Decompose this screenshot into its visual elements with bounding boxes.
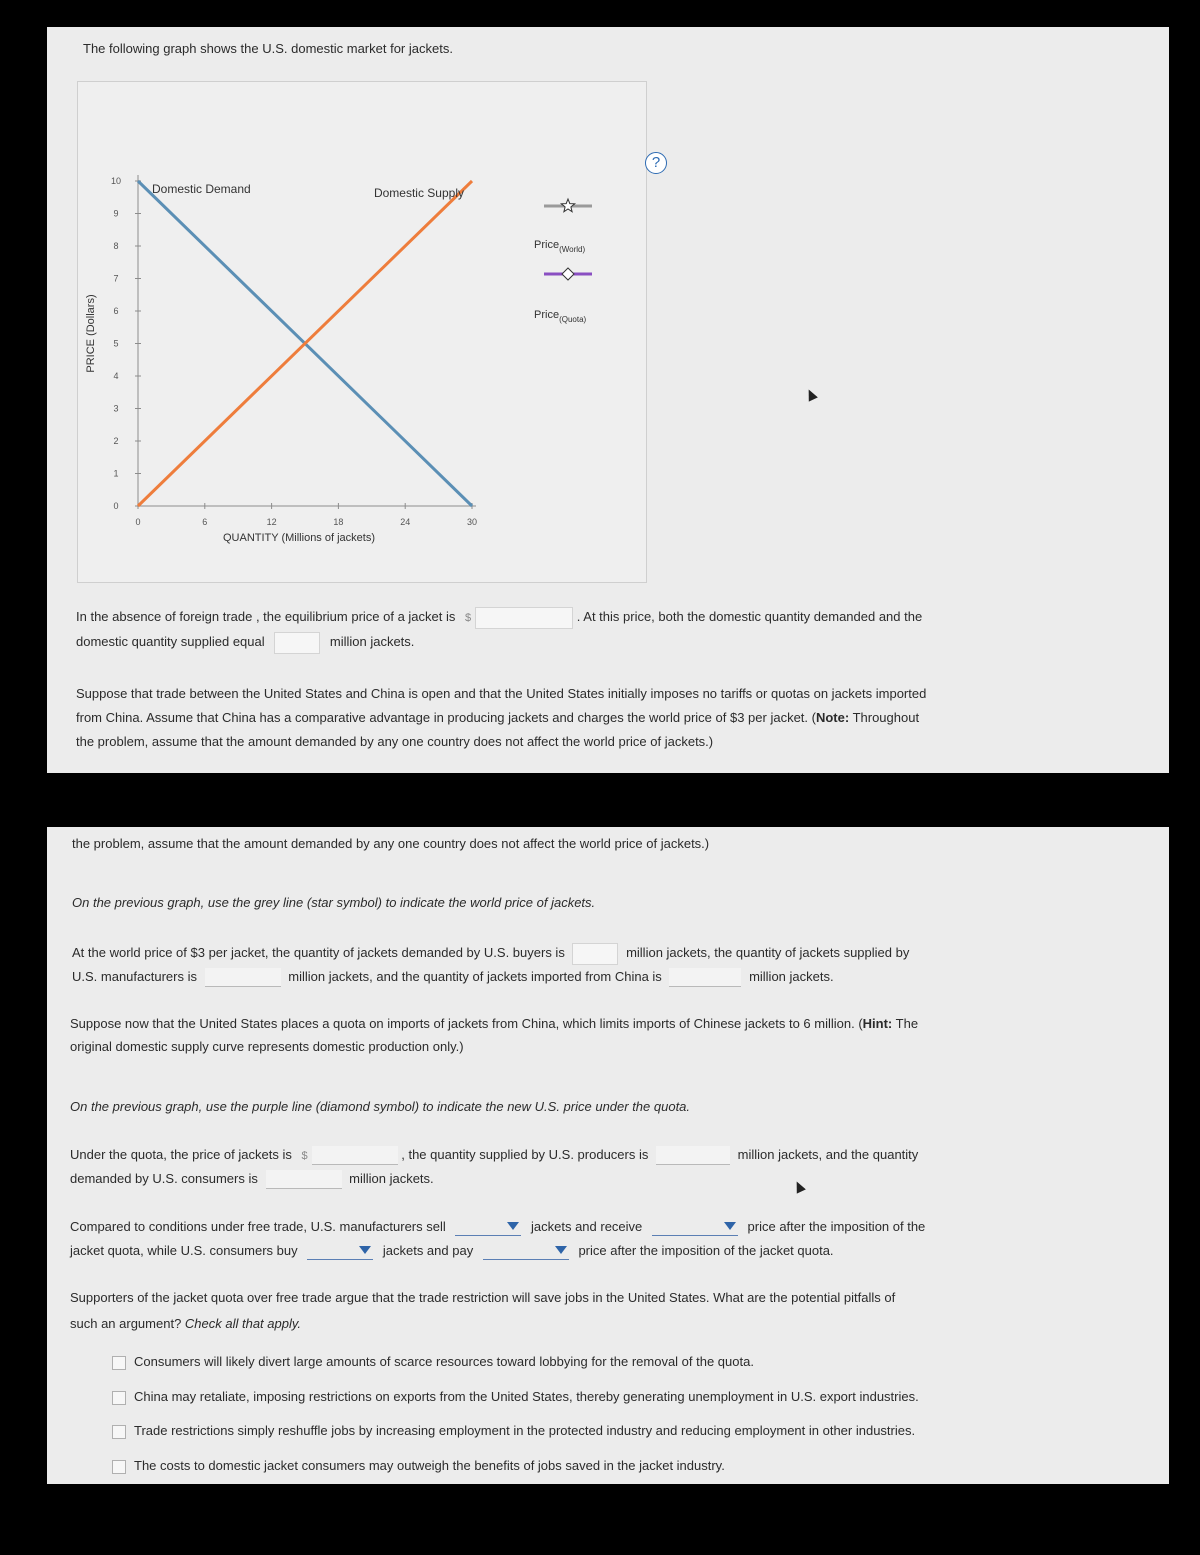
x-tick-label: 30 bbox=[466, 517, 478, 527]
option-lobbying[interactable] bbox=[112, 1353, 754, 1371]
option-reshuffle-jobs[interactable] bbox=[112, 1422, 915, 1440]
checkbox[interactable] bbox=[112, 1460, 126, 1474]
diamond-icon bbox=[562, 268, 574, 280]
option-retaliation[interactable] bbox=[112, 1388, 919, 1406]
dropdown-arrow-icon bbox=[555, 1246, 567, 1254]
quota-qty-supplied-input[interactable] bbox=[656, 1146, 730, 1165]
para1-line1: Suppose that trade between the United States and China is open and that the United States initially imposes no tariffs or quotas on jackets imported bbox=[76, 686, 927, 701]
q2-text-d: million jackets, and the quantity of jackets imported from China is bbox=[288, 969, 662, 984]
supply-curve-label: Domestic Supply bbox=[373, 186, 464, 200]
y-tick-label: 2 bbox=[113, 436, 119, 446]
y-axis-label: PRICE (Dollars) bbox=[85, 294, 97, 373]
question-panel-bottom bbox=[47, 827, 1169, 1484]
y-tick-label: 8 bbox=[113, 241, 119, 251]
equilibrium-price-input[interactable] bbox=[475, 607, 573, 629]
legend-quota-price: Price$_{(Quota)}$ bbox=[534, 309, 587, 324]
quota-price-input[interactable] bbox=[312, 1146, 398, 1165]
quota-qty-demanded-input[interactable] bbox=[266, 1170, 342, 1189]
q3-text-d: demanded by U.S. consumers is bbox=[70, 1171, 258, 1186]
y-tick-label: 9 bbox=[113, 208, 119, 219]
qty-imported-input[interactable] bbox=[669, 968, 741, 987]
y-tick-label: 3 bbox=[113, 403, 119, 414]
x-tick-label: 18 bbox=[333, 517, 344, 527]
checkbox[interactable] bbox=[112, 1356, 126, 1370]
y-tick-label: 7 bbox=[113, 273, 119, 284]
para2-text-b: The bbox=[892, 1016, 919, 1031]
x-tick-label: 6 bbox=[202, 517, 208, 527]
option-label: Consumers will likely divert large amounts of scarce resources toward lobbying for the removal of the quota. bbox=[134, 1354, 754, 1369]
q5-line1: Supporters of the jacket quota over free trade argue that the trade restriction will save jobs in the United States. What are the potential pitfalls of bbox=[70, 1290, 896, 1305]
qty-demanded-world-input[interactable] bbox=[572, 943, 618, 965]
checkbox[interactable] bbox=[112, 1425, 126, 1439]
q2-text-a: At the world price of $3 per jacket, the quantity of jackets demanded by U.S. buyers is bbox=[72, 945, 565, 960]
help-icon[interactable]: ? bbox=[645, 152, 667, 174]
legend-world-price: Price$_{(World)}$ bbox=[534, 239, 586, 254]
y-tick-label: 6 bbox=[113, 306, 119, 316]
x-tick-label: 12 bbox=[266, 517, 277, 527]
qty-supplied-world-input[interactable] bbox=[205, 968, 281, 987]
q3-text-e: million jackets. bbox=[349, 1171, 434, 1186]
consumers-pay-dropdown[interactable] bbox=[483, 1243, 569, 1260]
hint-label: Hint: bbox=[862, 1016, 893, 1031]
para2-line2: original domestic supply curve represents domestic production only.) bbox=[70, 1039, 464, 1054]
x-tick-label: 24 bbox=[400, 517, 411, 527]
option-label: Trade restrictions simply reshuffle jobs by increasing employment in the protected industry and reducing employment in other industries. bbox=[134, 1423, 916, 1438]
q1-line1 bbox=[76, 605, 922, 630]
note-label: Note: bbox=[815, 710, 850, 725]
y-tick-label: 10 bbox=[110, 176, 122, 186]
dropdown-arrow-icon bbox=[359, 1246, 371, 1254]
dropdown-arrow-icon bbox=[507, 1222, 519, 1230]
q3-text-b: , the quantity supplied by U.S. producers is bbox=[401, 1147, 649, 1162]
star-icon bbox=[561, 199, 574, 212]
panel2-top-line: the problem, assume that the amount demanded by any one country does not affect the world price of jackets.) bbox=[72, 836, 710, 851]
y-tick-label: 5 bbox=[113, 338, 119, 349]
q4-text-d: jacket quota, while U.S. consumers buy bbox=[70, 1243, 298, 1258]
equilibrium-quantity-input[interactable] bbox=[274, 632, 320, 654]
q1-line2 bbox=[76, 630, 414, 654]
q4-text-f: price after the imposition of the jacket quota. bbox=[578, 1243, 834, 1258]
para1-text-b: Throughout bbox=[849, 710, 920, 725]
q5-line2 bbox=[70, 1312, 301, 1336]
q4-line1 bbox=[70, 1215, 925, 1239]
intro-text: The following graph shows the U.S. domestic market for jackets. bbox=[83, 41, 453, 56]
q2-line1 bbox=[72, 941, 909, 965]
q5-text-a: such an argument? bbox=[70, 1316, 185, 1331]
q3-text-a: Under the quota, the price of jackets is bbox=[70, 1147, 292, 1162]
option-consumer-costs[interactable] bbox=[112, 1457, 725, 1475]
para2-text-a: Suppose now that the United States places a quota on imports of jackets from China, which limits imports of Chinese jackets to 6 million. ( bbox=[70, 1016, 863, 1031]
y-tick-label: 1 bbox=[113, 468, 119, 479]
option-label: China may retaliate, imposing restrictions on exports from the United States, thereby generating unemployment in U.S. export industries. bbox=[134, 1389, 919, 1404]
demand-curve-label: Domestic Demand bbox=[152, 182, 251, 196]
manufacturers-sell-dropdown[interactable] bbox=[455, 1219, 521, 1236]
q4-text-a: Compared to conditions under free trade, U.S. manufacturers sell bbox=[70, 1219, 446, 1234]
dropdown-arrow-icon bbox=[724, 1222, 736, 1230]
checkbox[interactable] bbox=[112, 1391, 126, 1405]
x-tick-label: 0 bbox=[135, 517, 141, 527]
graph-container bbox=[77, 81, 661, 583]
q3-text-c: million jackets, and the quantity bbox=[737, 1147, 919, 1162]
q2-line2 bbox=[72, 965, 834, 989]
q4-text-e: jackets and pay bbox=[382, 1243, 474, 1258]
q3-line1 bbox=[70, 1143, 918, 1168]
manufacturers-receive-dropdown[interactable] bbox=[652, 1219, 738, 1236]
q1-text-c: domestic quantity supplied equal bbox=[76, 634, 265, 649]
supply-demand-chart[interactable] bbox=[78, 82, 646, 582]
q2-text-c: U.S. manufacturers is bbox=[72, 969, 197, 984]
q1-text-b: . At this price, both the domestic quantity demanded and the bbox=[576, 609, 923, 624]
para1-line3: the problem, assume that the amount demanded by any one country does not affect the world price of jackets.) bbox=[76, 734, 714, 749]
para2-line1 bbox=[70, 1012, 918, 1036]
q1-text-a: In the absence of foreign trade , the equilibrium price of a jacket is bbox=[76, 609, 456, 624]
q3-line2 bbox=[70, 1167, 434, 1191]
option-label: The costs to domestic jacket consumers may outweigh the benefits of jobs saved in the jacket industry. bbox=[134, 1458, 725, 1473]
dollar-sign: $ bbox=[301, 1150, 308, 1162]
q4-text-c: price after the imposition of the bbox=[747, 1219, 926, 1234]
x-axis-label: QUANTITY (Millions of jackets) bbox=[223, 532, 375, 544]
y-tick-label: 0 bbox=[113, 501, 119, 511]
legend-quota-subscript: (Quota) bbox=[559, 315, 587, 324]
legend-world-subscript: (World) bbox=[559, 245, 586, 254]
check-all-text: Check all that apply. bbox=[184, 1316, 302, 1331]
q2-text-e: million jackets. bbox=[749, 969, 834, 984]
q2-text-b: million jackets, the quantity of jackets supplied by bbox=[626, 945, 910, 960]
instruction-quota-price: On the previous graph, use the purple line (diamond symbol) to indicate the new U.S. price under the quota. bbox=[70, 1099, 691, 1114]
q4-line2 bbox=[70, 1239, 834, 1263]
q1-text-d: million jackets. bbox=[329, 634, 415, 649]
dollar-sign: $ bbox=[465, 612, 472, 624]
para1-text-a: from China. Assume that China has a comparative advantage in producing jackets and charges the world price of $3 per jacket. ( bbox=[76, 710, 816, 725]
instruction-world-price: On the previous graph, use the grey line (star symbol) to indicate the world price of jackets. bbox=[72, 895, 596, 910]
para1-line2 bbox=[76, 706, 919, 730]
consumers-buy-dropdown[interactable] bbox=[307, 1243, 373, 1260]
q4-text-b: jackets and receive bbox=[531, 1219, 643, 1234]
y-tick-label: 4 bbox=[113, 371, 119, 381]
question-panel-top bbox=[47, 27, 1169, 773]
